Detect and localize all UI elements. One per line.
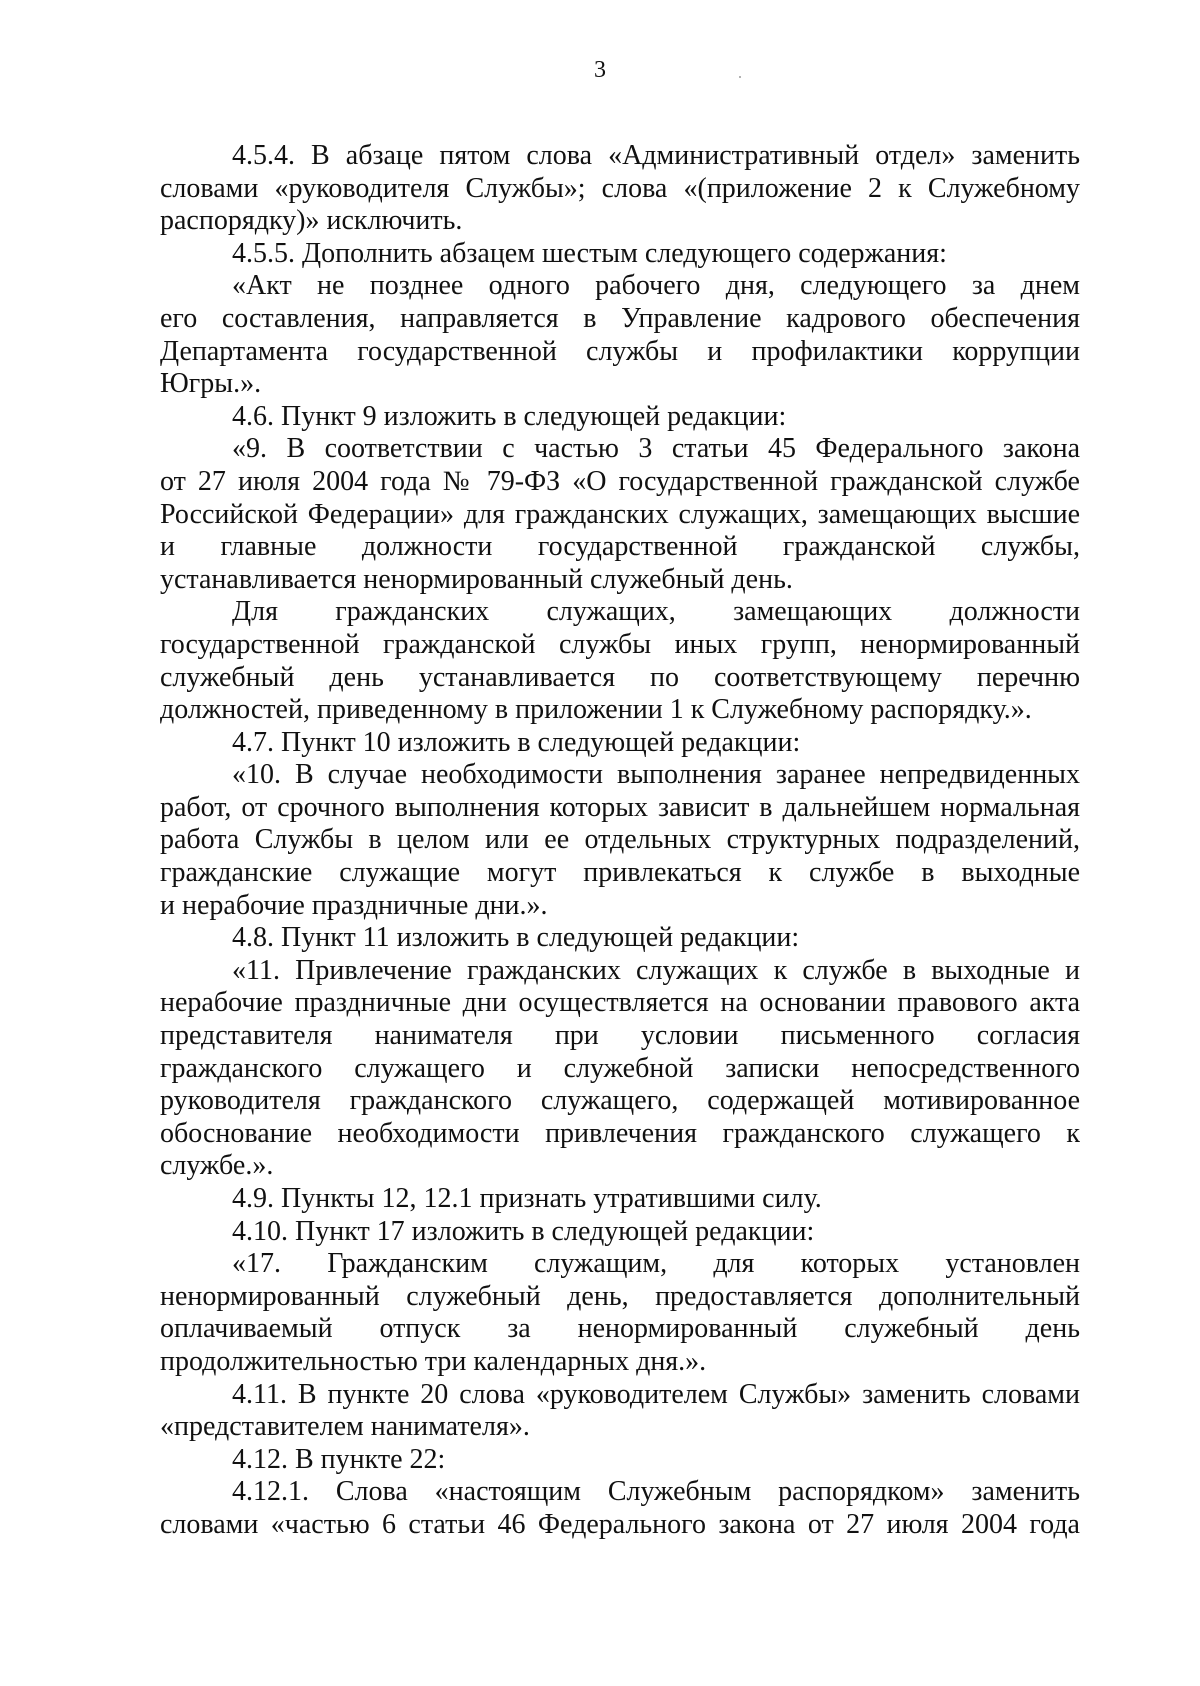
text-line: гражданского служащего и служебной записки непосредственного xyxy=(160,1052,1080,1084)
text-line: 4.7. Пункт 10 изложить в следующей редакции: xyxy=(232,726,801,758)
text-line: 4.5.4. В абзаце пятом слова «Административный отдел» заменить xyxy=(232,140,1080,171)
text-line: словами «частью 6 статьи 46 Федерального закона от 27 июля 2004 года xyxy=(160,1508,1080,1540)
text-line: 4.6. Пункт 9 изложить в следующей редакции: xyxy=(232,400,787,432)
text-line: 4.9. Пункты 12, 12.1 признать утратившими силу. xyxy=(232,1183,822,1214)
text-line: 4.10. Пункт 17 изложить в следующей редакции: xyxy=(232,1215,815,1247)
text-line: служебный день устанавливается по соответствующему перечню xyxy=(160,661,1080,693)
text-line: и главные должности государственной гражданской службы, xyxy=(160,531,1080,563)
text-line: «10. В случае необходимости выполнения заранее непредвиденных xyxy=(232,759,1080,791)
text-line: 4.8. Пункт 11 изложить в следующей редакции: xyxy=(232,922,800,954)
text-line: Югры.». xyxy=(160,368,262,400)
text-line: работ, от срочного выполнения которых зависит в дальнейшем нормальная xyxy=(160,791,1080,823)
text-line: 4.12.1. Слова «настоящим Служебным распорядком» заменить xyxy=(232,1476,1080,1508)
scan-speck xyxy=(739,76,741,78)
text-line: 4.11. В пункте 20 слова «руководителем Службы» заменить словами xyxy=(232,1378,1080,1410)
text-line: от 27 июля 2004 года № 79-ФЗ «О государственной гражданской службе xyxy=(160,465,1080,497)
text-line: службе.». xyxy=(160,1150,274,1182)
text-line: «17. Гражданским служащим, для которых установлен xyxy=(232,1248,1080,1280)
text-line: «11. Привлечение гражданских служащих к службе в выходные и xyxy=(232,954,1080,986)
text-line: 4.5.5. Дополнить абзацем шестым следующего содержания: xyxy=(232,237,947,269)
document-body xyxy=(160,140,1080,1542)
text-line: обоснование необходимости привлечения гражданского служащего к xyxy=(160,1117,1080,1149)
text-line: 4.12. В пункте 22: xyxy=(232,1443,446,1475)
text-line: Департамента государственной службы и профилактики коррупции xyxy=(160,335,1080,367)
text-line: представителя нанимателя при условии письменного согласия xyxy=(160,1020,1080,1052)
text-line: его составления, направляется в Управление кадрового обеспечения xyxy=(160,302,1080,334)
text-line: работа Службы в целом или ее отдельных структурных подразделений, xyxy=(160,824,1080,856)
text-line: нерабочие праздничные дни осуществляется на основании правового акта xyxy=(160,987,1080,1019)
text-line: распорядку)» исключить. xyxy=(160,205,463,237)
text-line: Для гражданских служащих, замещающих должности xyxy=(232,596,1080,628)
text-line: должностей, приведенному в приложении 1 к Служебному распорядку.». xyxy=(160,694,1032,726)
page-number: 3 xyxy=(594,57,606,83)
text-line: «Акт не позднее одного рабочего дня, следующего за днем xyxy=(232,270,1080,302)
text-line: гражданские служащие могут привлекаться к службе в выходные xyxy=(160,857,1080,889)
text-line: словами «руководителя Службы»; слова «(приложение 2 к Служебному xyxy=(160,172,1080,204)
text-line: «представителем нанимателя». xyxy=(160,1411,530,1443)
text-line: руководителя гражданского служащего, содержащей мотивированное xyxy=(160,1085,1080,1117)
text-line: ненормированный служебный день, предоставляется дополнительный xyxy=(160,1280,1080,1312)
text-line: и нерабочие праздничные дни.». xyxy=(160,889,548,921)
text-line: продолжительностью три календарных дня.». xyxy=(160,1345,707,1377)
text-line: оплачиваемый отпуск за ненормированный служебный день xyxy=(160,1313,1080,1345)
text-line: устанавливается ненормированный служебный день. xyxy=(160,563,793,595)
text-line: «9. В соответствии с частью 3 статьи 45 Федерального закона xyxy=(232,433,1080,465)
text-line: государственной гражданской службы иных групп, ненормированный xyxy=(160,628,1080,660)
text-line: Российской Федерации» для гражданских служащих, замещающих высшие xyxy=(160,498,1080,530)
